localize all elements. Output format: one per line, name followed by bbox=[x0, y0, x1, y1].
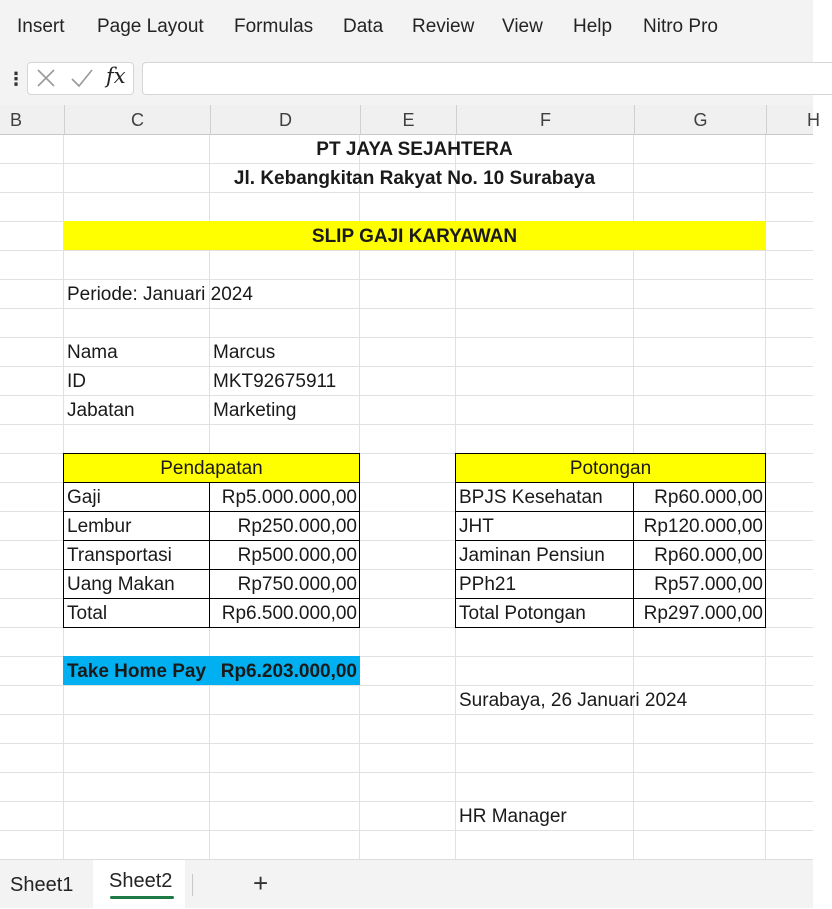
gridline bbox=[0, 830, 813, 831]
income-label[interactable]: Gaji bbox=[67, 487, 101, 508]
income-value[interactable]: Rp500.000,00 bbox=[237, 545, 357, 566]
take-home-label[interactable]: Take Home Pay bbox=[67, 661, 207, 682]
income-total-label[interactable]: Total bbox=[67, 603, 108, 624]
deduction-value[interactable]: Rp60.000,00 bbox=[654, 545, 763, 566]
check-icon[interactable] bbox=[70, 68, 94, 88]
signatory[interactable]: HR Manager bbox=[459, 806, 567, 827]
column-header-d[interactable]: D bbox=[210, 105, 360, 135]
employee-position-label[interactable]: Jabatan bbox=[67, 400, 135, 421]
deduction-label[interactable]: BPJS Kesehatan bbox=[459, 487, 603, 508]
table-rule bbox=[63, 569, 360, 570]
formula-bar bbox=[0, 57, 813, 105]
employee-position-value[interactable]: Marketing bbox=[213, 400, 297, 421]
table-rule bbox=[455, 569, 766, 570]
company-address[interactable]: Jl. Kebangkitan Rakyat No. 10 Surabaya bbox=[233, 168, 596, 189]
deduction-total-value[interactable]: Rp297.000,00 bbox=[643, 603, 763, 624]
column-header-c[interactable]: C bbox=[64, 105, 210, 135]
cancel-icon[interactable] bbox=[36, 68, 56, 88]
table-rule bbox=[455, 540, 766, 541]
insert-function-icon[interactable]: fx bbox=[106, 64, 126, 88]
column-header-f[interactable]: F bbox=[456, 105, 634, 135]
gridline bbox=[0, 801, 813, 802]
ribbon-menu bbox=[0, 0, 813, 57]
sheet-tab-sheet1[interactable]: Sheet1 bbox=[10, 874, 74, 896]
table-rule bbox=[209, 482, 210, 628]
column-header-b[interactable]: B bbox=[10, 110, 23, 130]
table-rule bbox=[633, 482, 634, 628]
deduction-label[interactable]: Jaminan Pensiun bbox=[459, 545, 605, 566]
deduction-value[interactable]: Rp120.000,00 bbox=[643, 516, 763, 537]
employee-name-label[interactable]: Nama bbox=[67, 342, 118, 363]
column-header-h[interactable]: H bbox=[766, 105, 826, 135]
table-rule bbox=[455, 511, 766, 512]
menu-review[interactable]: Review bbox=[412, 16, 475, 37]
place-date[interactable]: Surabaya, 26 Januari 2024 bbox=[459, 690, 688, 711]
table-rule bbox=[63, 598, 360, 599]
deduction-label[interactable]: JHT bbox=[459, 516, 494, 537]
menu-view[interactable]: View bbox=[502, 16, 543, 37]
table-rule bbox=[455, 598, 766, 599]
gridline bbox=[0, 743, 813, 744]
employee-id-value[interactable]: MKT92675911 bbox=[213, 371, 337, 392]
income-value[interactable]: Rp5.000.000,00 bbox=[221, 487, 357, 508]
deduction-value[interactable]: Rp60.000,00 bbox=[654, 487, 763, 508]
formula-input[interactable] bbox=[142, 62, 832, 95]
income-label[interactable]: Transportasi bbox=[67, 545, 172, 566]
table-rule bbox=[455, 482, 766, 483]
column-header-g[interactable]: G bbox=[634, 105, 766, 135]
company-name[interactable]: PT JAYA SEJAHTERA bbox=[316, 139, 513, 160]
sheet-tab-bar bbox=[0, 859, 813, 908]
income-value[interactable]: Rp250.000,00 bbox=[237, 516, 357, 537]
menu-insert[interactable]: Insert bbox=[17, 16, 65, 37]
menu-help[interactable]: Help bbox=[573, 16, 613, 37]
take-home-value[interactable]: Rp6.203.000,00 bbox=[220, 661, 357, 682]
menu-nitro-pro[interactable]: Nitro Pro bbox=[643, 16, 718, 37]
tab-divider bbox=[192, 874, 193, 896]
gridline bbox=[0, 772, 813, 773]
employee-id-label[interactable]: ID bbox=[67, 371, 86, 392]
deduction-header[interactable]: Potongan bbox=[569, 458, 652, 479]
period-cell[interactable]: Periode: Januari 2024 bbox=[67, 284, 253, 305]
table-rule bbox=[63, 511, 360, 512]
menu-formulas[interactable]: Formulas bbox=[234, 16, 314, 37]
worksheet-grid[interactable] bbox=[0, 135, 813, 859]
income-value[interactable]: Rp750.000,00 bbox=[237, 574, 357, 595]
income-total-value[interactable]: Rp6.500.000,00 bbox=[221, 603, 357, 624]
income-label[interactable]: Lembur bbox=[67, 516, 132, 537]
active-tab-indicator bbox=[110, 896, 174, 899]
deduction-label[interactable]: PPh21 bbox=[459, 574, 517, 595]
column-headers bbox=[0, 105, 820, 135]
add-sheet-icon[interactable]: + bbox=[253, 868, 269, 898]
table-rule bbox=[63, 482, 360, 483]
employee-name-value[interactable]: Marcus bbox=[213, 342, 276, 363]
income-label[interactable]: Uang Makan bbox=[67, 574, 175, 595]
formula-actions bbox=[27, 62, 134, 95]
menu-data[interactable]: Data bbox=[343, 16, 384, 37]
more-options-icon[interactable]: ⋮ bbox=[7, 69, 25, 89]
slip-title[interactable]: SLIP GAJI KARYAWAN bbox=[311, 226, 518, 247]
sheet-tab-sheet2[interactable]: Sheet2 bbox=[109, 870, 173, 892]
deduction-total-label[interactable]: Total Potongan bbox=[459, 603, 586, 624]
income-header[interactable]: Pendapatan bbox=[160, 458, 263, 479]
table-rule bbox=[63, 540, 360, 541]
deduction-value[interactable]: Rp57.000,00 bbox=[654, 574, 763, 595]
menu-page-layout[interactable]: Page Layout bbox=[97, 16, 204, 37]
column-header-e[interactable]: E bbox=[360, 105, 456, 135]
